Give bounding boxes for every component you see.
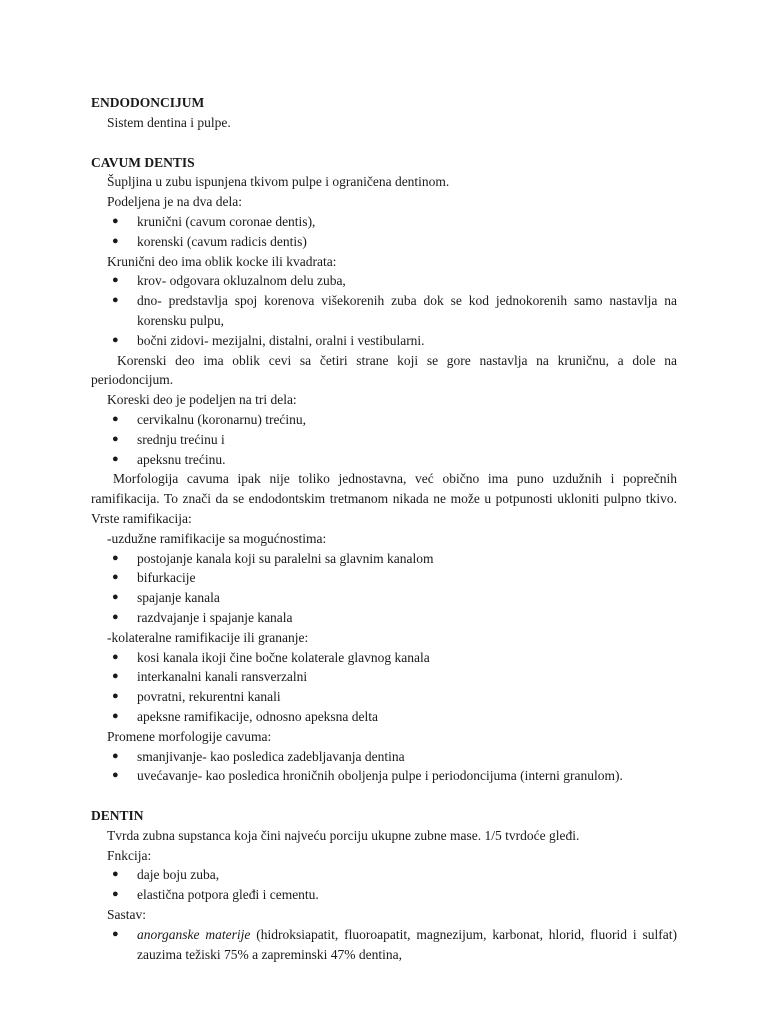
- bullet-icon: ●: [112, 333, 119, 346]
- bullet-list: [91, 212, 677, 252]
- bullet-icon: ●: [112, 709, 119, 722]
- paragraph: Morfologija cavuma ipak nije toliko jednostavna, već obično ima puno uzdužnih i poprečnih ramifikacija. To znači da se endodontskim tretmanom nikada ne može u potpunosti ukloniti pulpno tkivo. Vrste ramifikacija:: [91, 471, 677, 526]
- list-item-text: uvećavanje- kao posledica hroničnih oboljenja pulpe i periodoncijuma (interni granulom).: [137, 768, 623, 784]
- bullet-icon: ●: [112, 868, 119, 881]
- list-item: [91, 865, 677, 885]
- list-item: [91, 925, 677, 965]
- heading-dentin: DENTIN: [91, 808, 144, 824]
- bullet-list: [91, 271, 677, 350]
- list-item: [91, 588, 677, 608]
- list-item-text: daje boju zuba,: [137, 867, 220, 883]
- list-item-text: povratni, rekurentni kanali: [137, 689, 281, 705]
- paragraph: Sistem dentina i pulpe.: [107, 114, 231, 130]
- list-item-text: bočni zidovi- mezijalni, distalni, oralni i vestibularni.: [137, 332, 425, 348]
- list-item: [91, 430, 677, 450]
- list-item: [91, 331, 677, 351]
- list-item: [91, 747, 677, 767]
- paragraph: Sastav:: [107, 907, 146, 923]
- list-item: [91, 885, 677, 905]
- list-item: [91, 608, 677, 628]
- paragraph: Promene morfologije cavuma:: [107, 728, 272, 744]
- bullet-icon: ●: [112, 690, 119, 703]
- bullet-icon: ●: [112, 294, 119, 307]
- bullet-icon: ●: [112, 670, 119, 683]
- bullet-icon: ●: [112, 432, 119, 445]
- paragraph: Šupljina u zubu ispunjena tkivom pulpe i ograničena dentinom.: [107, 174, 450, 190]
- bullet-icon: ●: [112, 452, 119, 465]
- bullet-list: [91, 648, 677, 727]
- list-item: [91, 271, 677, 291]
- paragraph: Korenski deo ima oblik cevi sa četiri strane koji se gore nastavlja na kruničnu, a dole na periodoncijum.: [91, 352, 677, 388]
- list-item-text: elastična potpora gleđi i cementu.: [137, 887, 319, 903]
- list-item: [91, 687, 677, 707]
- bullet-list: [91, 410, 677, 469]
- bullet-list: [91, 549, 677, 628]
- list-item-text: postojanje kanala koji su paralelni sa glavnim kanalom: [137, 550, 434, 566]
- sastav-term: anorganske materije: [137, 926, 251, 942]
- heading-cavum-dentis: CAVUM DENTIS: [91, 154, 195, 170]
- paragraph: Krunični deo ima oblik kocke ili kvadrata:: [107, 253, 337, 269]
- bullet-list: [91, 925, 677, 965]
- bullet-icon: ●: [112, 749, 119, 762]
- paragraph: Fnkcija:: [107, 847, 152, 863]
- list-item-text: smanjivanje- kao posledica zadebljavanja dentina: [137, 748, 405, 764]
- heading-endodoncijum: ENDODONCIJUM: [91, 95, 205, 110]
- bullet-icon: ●: [112, 610, 119, 623]
- list-item-text: krunični (cavum coronae dentis),: [137, 213, 316, 229]
- bullet-icon: ●: [112, 412, 119, 425]
- bullet-icon: ●: [112, 927, 119, 940]
- sastav-description: (hidroksiapatit, fluoroapatit, magnezijum, karbonat, hlorid, fluorid i sulfat) zauzima težiski 75% a zapreminski 47% dentina,: [137, 926, 677, 962]
- list-item: [91, 450, 677, 470]
- list-item-text: bifurkacije: [137, 570, 196, 586]
- bullet-icon: ●: [112, 591, 119, 604]
- list-item-text: spajanje kanala: [137, 590, 220, 606]
- list-item: [91, 667, 677, 687]
- list-item-text: kosi kanala ikoji čine bočne kolaterale glavnog kanala: [137, 649, 430, 665]
- list-item-text: korenski (cavum radicis dentis): [137, 233, 307, 249]
- list-item: [91, 707, 677, 727]
- bullet-icon: ●: [112, 888, 119, 901]
- bullet-icon: ●: [112, 551, 119, 564]
- list-item: [91, 766, 677, 786]
- list-item: [91, 410, 677, 430]
- bullet-icon: ●: [112, 650, 119, 663]
- bullet-icon: ●: [112, 234, 119, 247]
- paragraph: -kolateralne ramifikacije ili grananje:: [107, 629, 309, 645]
- paragraph: Podeljena je na dva dela:: [107, 194, 242, 210]
- paragraph: Koreski deo je podeljen na tri dela:: [107, 392, 297, 408]
- list-item: [91, 212, 677, 232]
- list-item-text: dno- predstavlja spoj korenova višekorenih zuba dok se kod jednokorenih samo nastavlja na korensku pulpu,: [137, 293, 677, 328]
- bullet-icon: ●: [112, 571, 119, 584]
- list-item: [91, 549, 677, 569]
- paragraph: -uzdužne ramifikacije sa mogućnostima:: [107, 530, 327, 546]
- list-item-text: apeksne ramifikacije, odnosno apeksna delta: [137, 708, 379, 724]
- list-item-text: srednju trećinu i: [137, 431, 225, 447]
- bullet-icon: ●: [112, 769, 119, 782]
- paragraph: Tvrda zubna supstanca koja čini najveću porciju ukupne zubne mase. 1/5 tvrdoće gleđi.: [107, 827, 580, 843]
- list-item: [91, 291, 677, 331]
- list-item: [91, 648, 677, 668]
- bullet-list: [91, 747, 677, 787]
- bullet-list: [91, 865, 677, 905]
- list-item: [91, 232, 677, 252]
- list-item: [91, 568, 677, 588]
- list-item-text: cervikalnu (koronarnu) trećinu,: [137, 411, 307, 427]
- bullet-icon: ●: [112, 214, 119, 227]
- list-item-text: razdvajanje i spajanje kanala: [137, 609, 293, 625]
- list-item-text: apeksnu trećinu.: [137, 451, 226, 467]
- list-item-text: interkanalni kanali ransverzalni: [137, 669, 308, 685]
- document-page: [91, 93, 677, 964]
- list-item-text: krov- odgovara okluzalnom delu zuba,: [137, 273, 346, 289]
- bullet-icon: ●: [112, 274, 119, 287]
